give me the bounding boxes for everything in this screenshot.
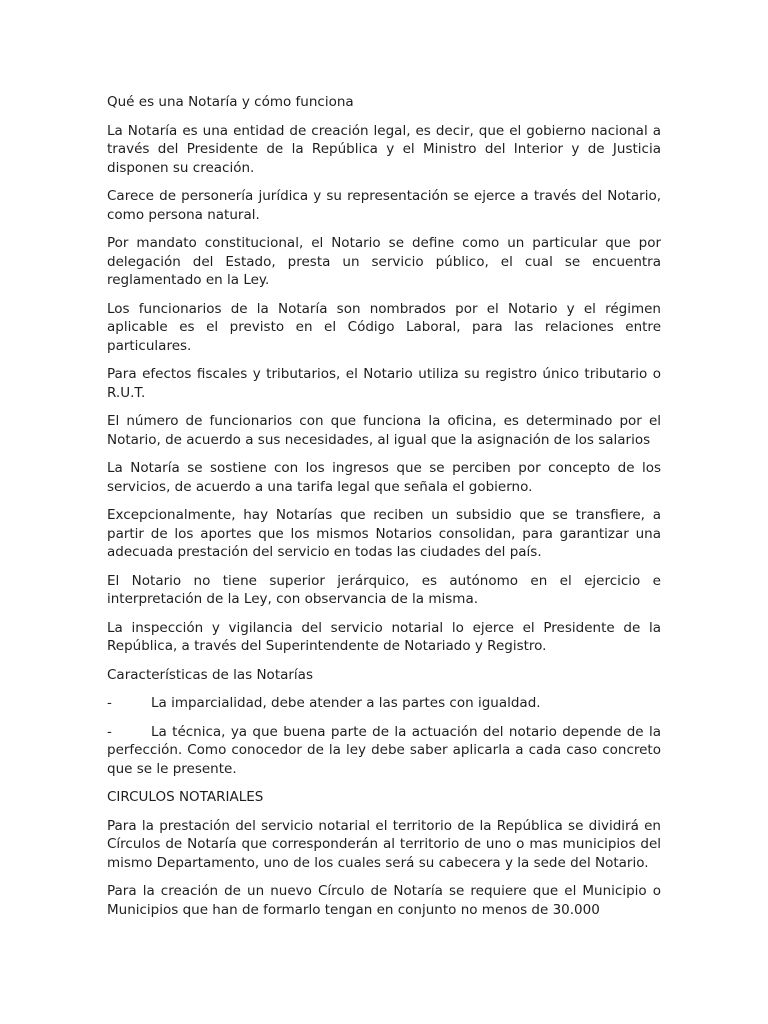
list-item: [107, 723, 661, 779]
circulos-heading: CIRCULOS NOTARIALES: [107, 789, 264, 805]
paragraph: Para la creación de un nuevo Círculo de Notaría se requiere que el Municipio o Municipios que han de formarlo tengan en conjunto no menos de 30.000: [107, 883, 661, 918]
paragraph: Para la prestación del servicio notarial el territorio de la República se dividirá en Círculos de Notaría que corresponderán al territorio de uno o mas municipios del mismo Departamento, uno de los cuales será su cabecera y la sede del Notario.: [107, 817, 661, 871]
characteristics-heading: Características de las Notarías: [107, 666, 313, 683]
document-title: Qué es una Notaría y cómo funciona: [107, 94, 354, 110]
paragraph: Por mandato constitucional, el Notario se define como un particular que por delegación del Estado, presta un servicio público, el cual se encuentra reglamentado en la Ley.: [107, 235, 661, 288]
paragraph: La inspección y vigilancia del servicio notarial lo ejerce el Presidente de la República, a través del Superintendente de Notariado y Registro.: [107, 619, 661, 654]
list-bullet: -: [107, 695, 112, 711]
paragraph: El número de funcionarios con que funciona la oficina, es determinado por el Notario, de acuerdo a sus necesidades, al igual que la asignación de los salarios: [107, 413, 661, 448]
list-bullet: -: [107, 723, 112, 740]
paragraph: El Notario no tiene superior jerárquico, es autónomo en el ejercicio e interpretación de la Ley, con observancia de la misma.: [107, 572, 661, 607]
paragraph: Para efectos fiscales y tributarios, el Notario utiliza su registro único tributario o R.U.T.: [107, 366, 661, 401]
list-item-text: La técnica, ya que buena parte de la actuación del notario depende de la perfección. Como conocedor de la ley debe saber aplicarla a cada caso concreto que se le presente.: [107, 723, 661, 777]
list-item: [107, 694, 661, 713]
document-page: [107, 93, 661, 929]
list-item-text: La imparcialidad, debe atender a las partes con igualdad.: [151, 695, 541, 711]
paragraph: La Notaría es una entidad de creación legal, es decir, que el gobierno nacional a través del Presidente de la República y el Ministro del Interior y de Justicia disponen su creación.: [107, 122, 661, 176]
paragraph: Carece de personería jurídica y su representación se ejerce a través del Notario, como persona natural.: [107, 188, 661, 223]
paragraph: La Notaría se sostiene con los ingresos que se perciben por concepto de los servicios, de acuerdo a una tarifa legal que señala el gobierno.: [107, 460, 661, 495]
paragraph: Los funcionarios de la Notaría son nombrados por el Notario y el régimen aplicable es el previsto en el Código Laboral, para las relaciones entre particulares.: [107, 300, 661, 354]
paragraph: Excepcionalmente, hay Notarías que reciben un subsidio que se transfiere, a partir de los aportes que los mismos Notarios consolidan, para garantizar una adecuada prestación del servicio en todas las ciudades del país.: [107, 507, 661, 560]
